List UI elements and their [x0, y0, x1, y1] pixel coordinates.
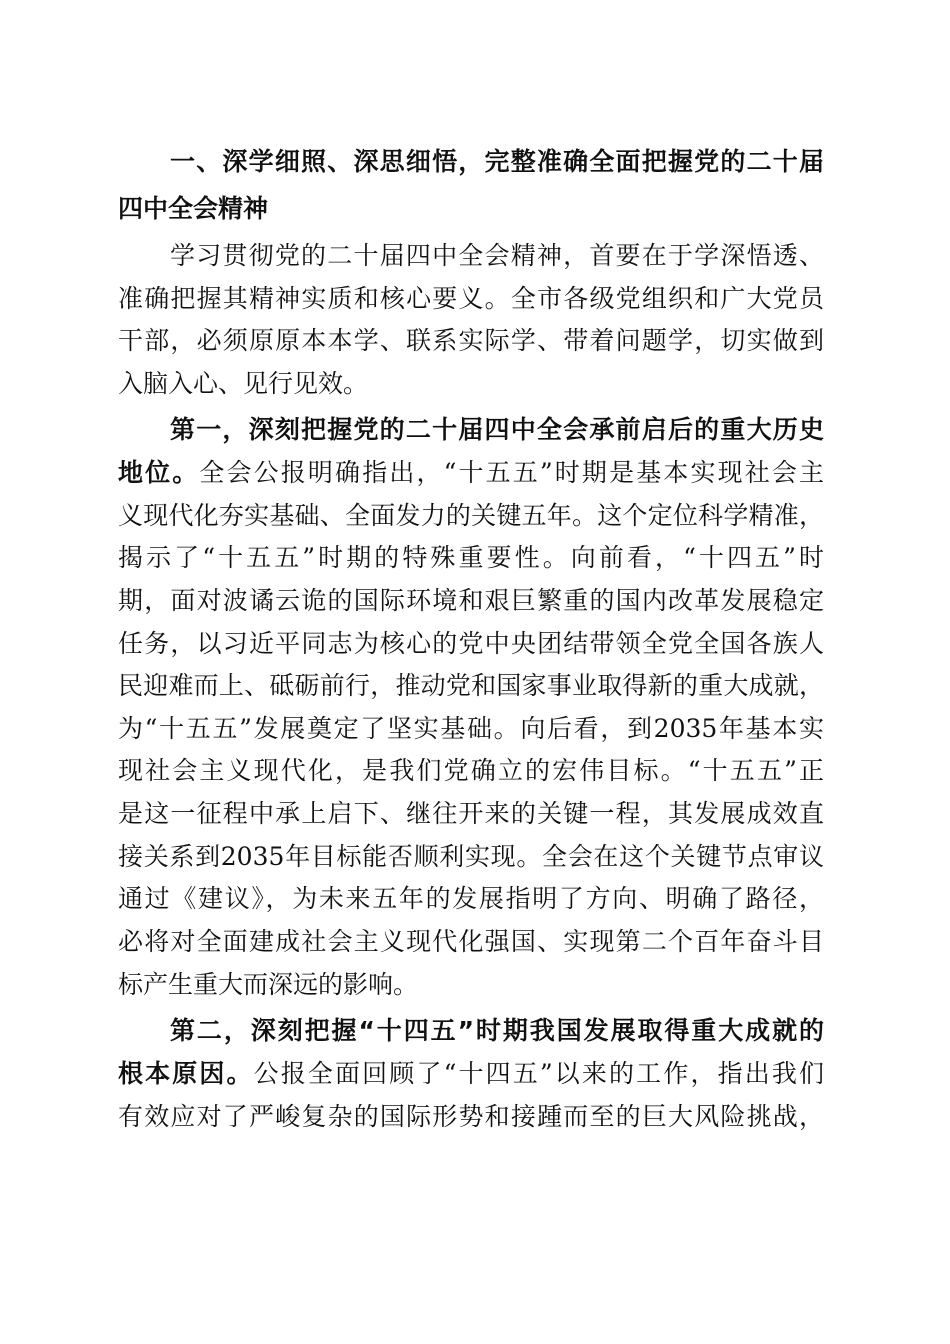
- paragraph-3-lead-heading-end: 根本原因。: [118, 1059, 254, 1088]
- paragraph-2-line-6: 民迎难而上、砥砺前行，推动党和国家事业取得新的重大成就，: [118, 671, 824, 700]
- paragraph-2-line-2: 义现代化夯实基础、全面发力的关键五年。这个定位科学精准，: [118, 501, 824, 530]
- paragraph-2-line-10: 接关系到2035年目标能否顺利实现。全会在这个关键节点审议: [118, 842, 824, 871]
- section-heading-line-1: 一、深学细照、深思细悟，完整准确全面把握党的二十届: [170, 147, 824, 176]
- paragraph-2-line-3: 揭示了“十五五”时期的特殊重要性。向前看，“十四五”时: [118, 543, 824, 572]
- paragraph-3-line-2: 有效应对了严峻复杂的国际形势和接踵而至的巨大风险挑战，: [118, 1102, 824, 1131]
- paragraph-2-lead-heading-end: 地位。: [118, 458, 200, 487]
- paragraph-3-line-1: [118, 1059, 824, 1089]
- paragraph-2-line-4: 期，面对波谲云诡的国际环境和艰巨繁重的国内改革发展稳定: [118, 586, 824, 615]
- section-heading-line-2: 四中全会精神: [118, 194, 269, 223]
- paragraph-2-line-13: 标产生重大而深远的影响。: [118, 970, 419, 999]
- paragraph-2-line-11: 通过《建议》，为未来五年的发展指明了方向、明确了路径，: [118, 884, 824, 913]
- paragraph-2-line-1-text: 全会公报明确指出，“十五五”时期是基本实现社会主: [199, 458, 824, 487]
- paragraph-2-line-7: 为“十五五”发展奠定了坚实基础。向后看，到2035年基本实: [118, 714, 824, 743]
- paragraph-3-lead-heading: 第二，深刻把握“十四五”时期我国发展取得重大成就的: [170, 1016, 824, 1045]
- paragraph-2-line-5: 任务，以习近平同志为核心的党中央团结带领全党全国各族人: [118, 629, 824, 658]
- paragraph-1-line-2: 准确把握其精神实质和核心要义。全市各级党组织和广大党员: [118, 284, 824, 313]
- paragraph-1-line-3: 干部，必须原原本本学、联系实际学、带着问题学，切实做到: [118, 326, 824, 355]
- paragraph-2-line-1: [118, 458, 824, 488]
- paragraph-1-line-4: 入脑入心、见行见效。: [118, 369, 369, 398]
- paragraph-2-lead-heading: 第一，深刻把握党的二十届四中全会承前启后的重大历史: [170, 415, 824, 444]
- paragraph-2-line-12: 必将对全面建成社会主义现代化强国、实现第二个百年奋斗目: [118, 927, 824, 956]
- paragraph-1-line-1: 学习贯彻党的二十届四中全会精神，首要在于学深悟透、: [170, 241, 824, 270]
- paragraph-2-line-9: 是这一征程中承上启下、继往开来的关键一程，其发展成效直: [118, 799, 824, 828]
- paragraph-3-line-1-text: 公报全面回顾了“十四五”以来的工作，指出我们: [253, 1059, 824, 1088]
- paragraph-2-line-8: 现社会主义现代化，是我们党确立的宏伟目标。“十五五”正: [118, 756, 824, 785]
